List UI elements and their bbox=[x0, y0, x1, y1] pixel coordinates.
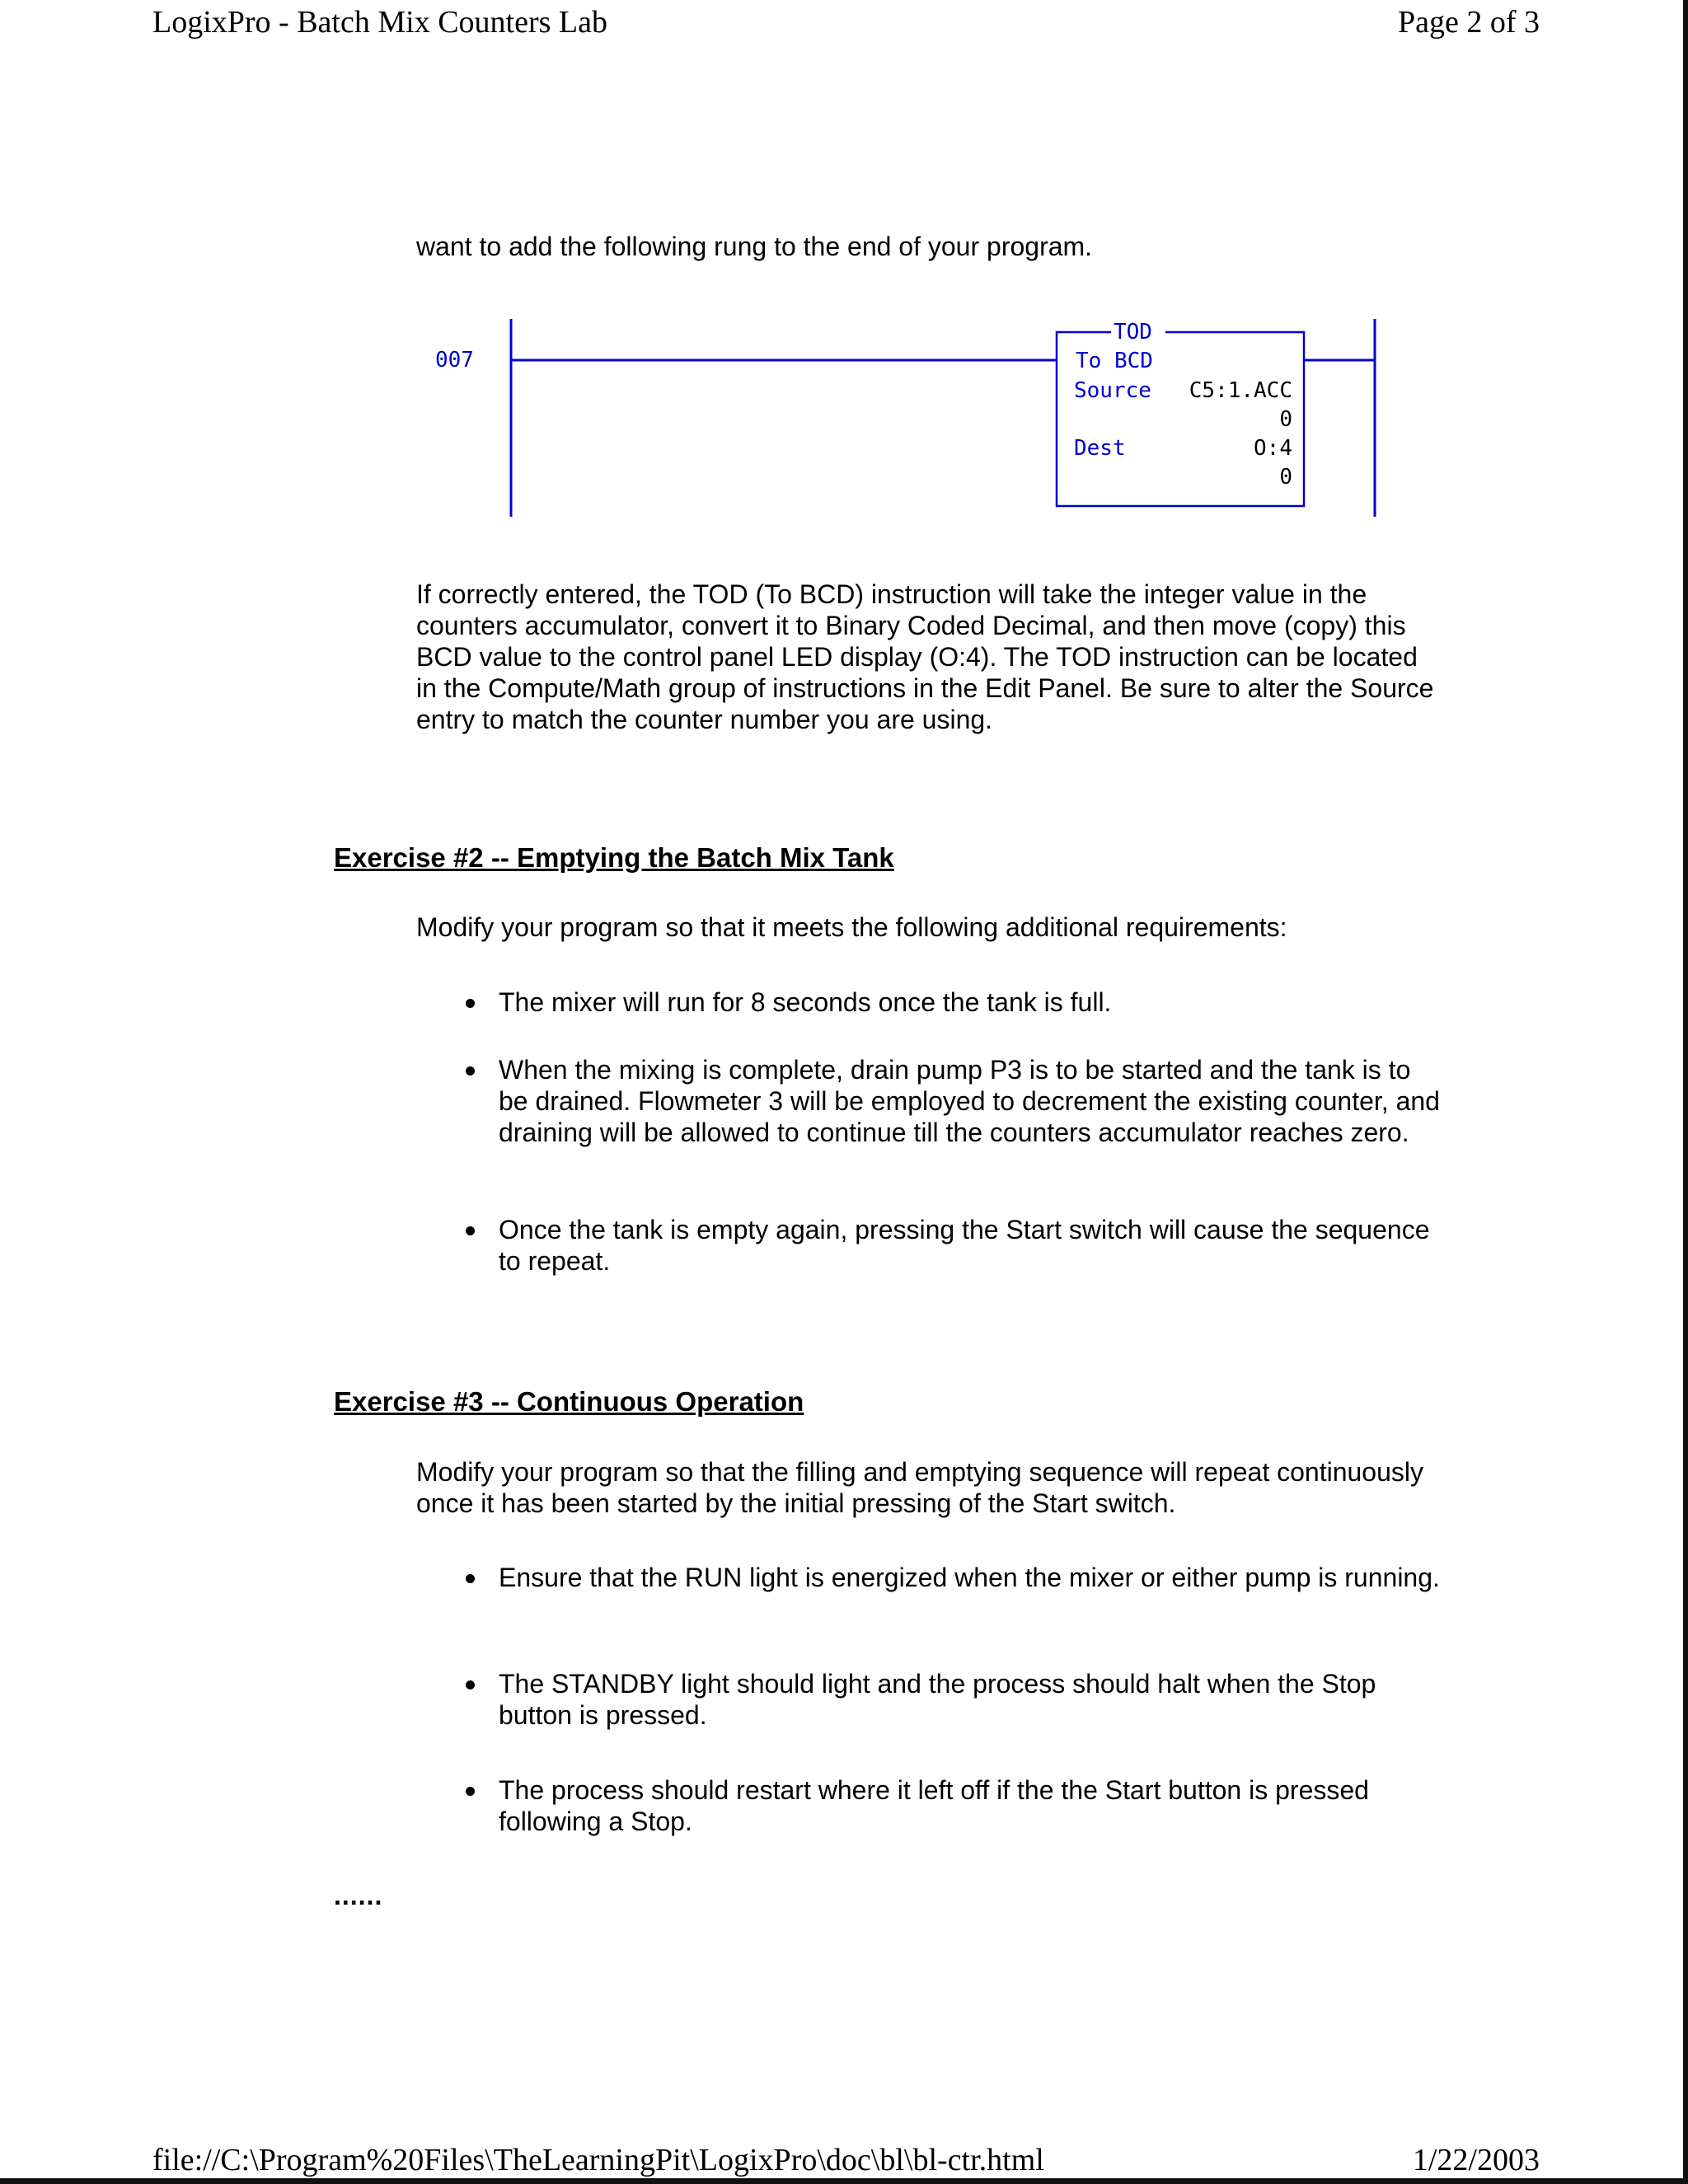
exercise2-intro: Modify your program so that it meets the following additional requirements: bbox=[416, 912, 1287, 942]
bullet-icon bbox=[466, 999, 475, 1008]
bullet-icon bbox=[466, 1787, 475, 1796]
tod-explanation: If correctly entered, the TOD (To BCD) instruction will take the integer value in the counters accumulator, convert it to Binary Coded Decimal, and then move (copy) this BCD value to the control panel LED display (O:4). The TOD instruction can be located in the Compute/Math group of instructions in the Edit Panel. Be sure to alter the Source entry to match the counter number you are using. bbox=[416, 579, 1434, 734]
bullet-icon bbox=[466, 1226, 475, 1235]
source-value: 0 bbox=[1279, 407, 1292, 432]
exercise2-heading: Exercise #2 -- Emptying the Batch Mix Tank bbox=[334, 842, 894, 873]
instruction-mnemonic: TOD bbox=[1114, 320, 1152, 344]
ladder-rung-diagram bbox=[412, 309, 1401, 523]
intro-text: want to add the following rung to the end of your program. bbox=[416, 232, 1093, 261]
exercise2-bullet-2: When the mixing is complete, drain pump P3 is to be started and the tank is to be drained. Flowmeter 3 will be employed to decrement the existing counter, and draining will be allowed to continue till the counters accumulator reaches zero. bbox=[499, 1054, 1447, 1148]
exercise3-bullet-1: Ensure that the RUN light is energized when the mixer or either pump is running. bbox=[499, 1562, 1447, 1593]
bullet-icon bbox=[466, 1574, 475, 1583]
exercise3-heading: Exercise #3 -- Continuous Operation bbox=[334, 1386, 804, 1417]
dest-value: 0 bbox=[1279, 465, 1292, 490]
exercise3-bullet-3: The process should restart where it left off if the the Start button is pressed following a Stop. bbox=[499, 1774, 1447, 1837]
dest-address: O:4 bbox=[1254, 436, 1292, 461]
source-label: Source bbox=[1074, 378, 1151, 403]
rung-number: 007 bbox=[435, 348, 474, 373]
dest-label: Dest bbox=[1074, 436, 1126, 461]
exercise2-bullet-1: The mixer will run for 8 seconds once the tank is full. bbox=[499, 987, 1447, 1018]
exercise3-intro: Modify your program so that the filling and emptying sequence will repeat continuously once it has been started by the initial pressing of the Start switch. bbox=[416, 1457, 1423, 1518]
file-path: file://C:\Program%20Files\TheLearningPit\LogixPro\doc\bl\bl-ctr.html bbox=[152, 2143, 1044, 2177]
page-number: Page 2 of 3 bbox=[1397, 5, 1540, 40]
document-title: LogixPro - Batch Mix Counters Lab bbox=[152, 5, 607, 40]
bullet-icon bbox=[466, 1066, 475, 1076]
bullet-icon bbox=[466, 1680, 475, 1690]
print-date: 1/22/2003 bbox=[1412, 2143, 1540, 2177]
exercise2-bullet-3: Once the tank is empty again, pressing the Start switch will cause the sequence to repeat. bbox=[499, 1214, 1447, 1277]
source-address: C5:1.ACC bbox=[1189, 378, 1292, 403]
instruction-description: To BCD bbox=[1076, 349, 1153, 373]
exercise3-bullet-2: The STANDBY light should light and the process should halt when the Stop button is pressed. bbox=[499, 1668, 1447, 1731]
continuation-ellipsis: ...... bbox=[334, 1881, 383, 1910]
